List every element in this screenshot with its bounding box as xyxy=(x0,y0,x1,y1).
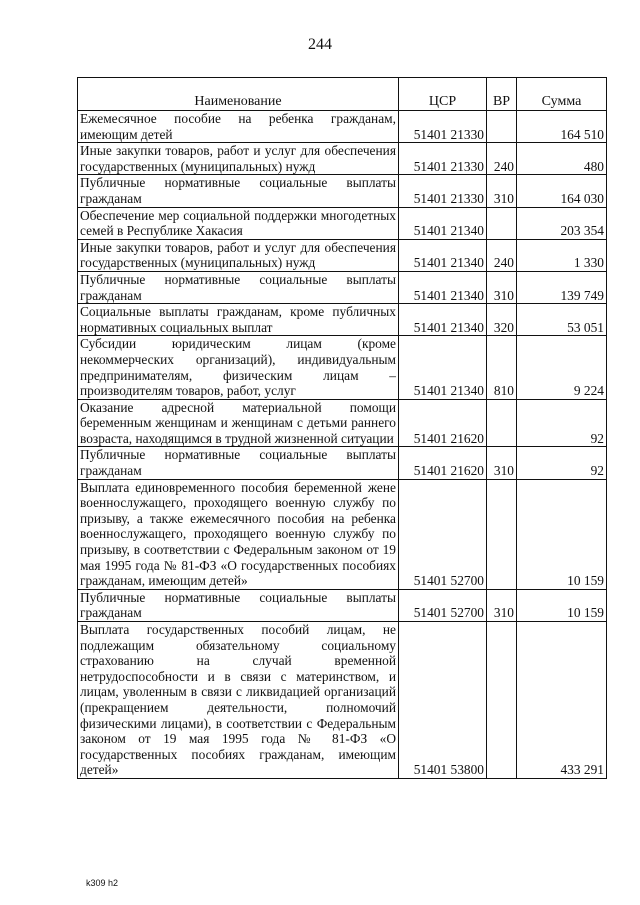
table-row xyxy=(78,239,607,271)
row-name: Выплата единовременного пособия беременной жене военнослужащего, проходящего военную службу по призыву, а также ежемесячного пособия на ребенка военнослужащего, проходящего военную службу по призыву, в соответствии с Федеральным законом от 19 мая 1995 года № 81-ФЗ «О государственных пособиях гражданам, имеющим детей» xyxy=(78,479,399,589)
row-vr: 240 xyxy=(487,143,517,175)
row-vr xyxy=(487,111,517,143)
page-number: 244 xyxy=(308,36,332,53)
row-csr: 51401 21340 xyxy=(399,271,487,303)
table-row xyxy=(78,207,607,239)
header-name: Наименование xyxy=(78,78,399,111)
row-csr: 51401 21340 xyxy=(399,336,487,399)
budget-table xyxy=(77,77,607,779)
row-sum: 9 224 xyxy=(517,336,607,399)
header-csr: ЦСР xyxy=(399,78,487,111)
row-sum: 92 xyxy=(517,399,607,447)
row-vr: 310 xyxy=(487,447,517,479)
row-vr: 310 xyxy=(487,271,517,303)
row-sum: 92 xyxy=(517,447,607,479)
row-sum: 164 030 xyxy=(517,175,607,207)
table-row xyxy=(78,479,607,589)
row-name: Оказание адресной материальной помощи беременным женщинам и женщинам с детьми раннего возраста, находящимся в трудной жизненной ситуации xyxy=(78,399,399,447)
table-row xyxy=(78,304,607,336)
header-sum: Сумма xyxy=(517,78,607,111)
row-vr xyxy=(487,479,517,589)
row-name: Публичные нормативные социальные выплаты гражданам xyxy=(78,271,399,303)
header-vr: ВР xyxy=(487,78,517,111)
row-sum: 480 xyxy=(517,143,607,175)
table-row xyxy=(78,111,607,143)
footer-code: k309 h2 xyxy=(86,878,119,888)
row-name: Публичные нормативные социальные выплаты гражданам xyxy=(78,589,399,621)
header-row xyxy=(78,78,607,111)
row-sum: 1 330 xyxy=(517,239,607,271)
row-vr xyxy=(487,399,517,447)
row-name: Иные закупки товаров, работ и услуг для обеспечения государственных (муниципальных) нужд xyxy=(78,239,399,271)
row-csr: 51401 21330 xyxy=(399,111,487,143)
row-name: Ежемесячное пособие на ребенка гражданам, имеющим детей xyxy=(78,111,399,143)
row-csr: 51401 21340 xyxy=(399,304,487,336)
row-name: Публичные нормативные социальные выплаты гражданам xyxy=(78,447,399,479)
row-vr: 310 xyxy=(487,175,517,207)
row-csr: 51401 21340 xyxy=(399,239,487,271)
row-csr: 51401 21330 xyxy=(399,143,487,175)
row-name: Выплата государственных пособий лицам, не подлежащим обязательному социальному страхованию на случай временной нетрудоспособности и в связи с материнством, и лицам, уволенным в связи с ликвидацией организаций (прекращением деятельности, полномочий физическими лицами), в соответствии с Федеральным законом от 19 мая 1995 года № 81-ФЗ «О государственных пособиях гражданам, имеющим детей» xyxy=(78,622,399,779)
table-row xyxy=(78,399,607,447)
row-name: Социальные выплаты гражданам, кроме публичных нормативных социальных выплат xyxy=(78,304,399,336)
row-vr: 240 xyxy=(487,239,517,271)
row-sum: 433 291 xyxy=(517,622,607,779)
table-row xyxy=(78,175,607,207)
row-name: Обеспечение мер социальной поддержки многодетных семей в Республике Хакасия xyxy=(78,207,399,239)
row-sum: 139 749 xyxy=(517,271,607,303)
table-row xyxy=(78,622,607,779)
row-vr: 320 xyxy=(487,304,517,336)
row-sum: 10 159 xyxy=(517,589,607,621)
row-sum: 53 051 xyxy=(517,304,607,336)
table-row xyxy=(78,589,607,621)
row-csr: 51401 21620 xyxy=(399,399,487,447)
row-vr xyxy=(487,207,517,239)
row-csr: 51401 21620 xyxy=(399,447,487,479)
row-vr: 810 xyxy=(487,336,517,399)
row-csr: 51401 52700 xyxy=(399,589,487,621)
row-csr: 51401 21330 xyxy=(399,175,487,207)
row-name: Иные закупки товаров, работ и услуг для обеспечения государственных (муниципальных) нужд xyxy=(78,143,399,175)
table-row xyxy=(78,336,607,399)
table-row xyxy=(78,271,607,303)
row-sum: 164 510 xyxy=(517,111,607,143)
row-sum: 10 159 xyxy=(517,479,607,589)
table-row xyxy=(78,143,607,175)
row-csr: 51401 53800 xyxy=(399,622,487,779)
table-body xyxy=(78,111,607,779)
row-name: Субсидии юридическим лицам (кроме некоммерческих организаций), индивидуальным предпринимателям, физическим лицам – производителям товаров, работ, услуг xyxy=(78,336,399,399)
row-vr xyxy=(487,622,517,779)
table-row xyxy=(78,447,607,479)
row-vr: 310 xyxy=(487,589,517,621)
row-sum: 203 354 xyxy=(517,207,607,239)
row-csr: 51401 21340 xyxy=(399,207,487,239)
row-csr: 51401 52700 xyxy=(399,479,487,589)
row-name: Публичные нормативные социальные выплаты гражданам xyxy=(78,175,399,207)
